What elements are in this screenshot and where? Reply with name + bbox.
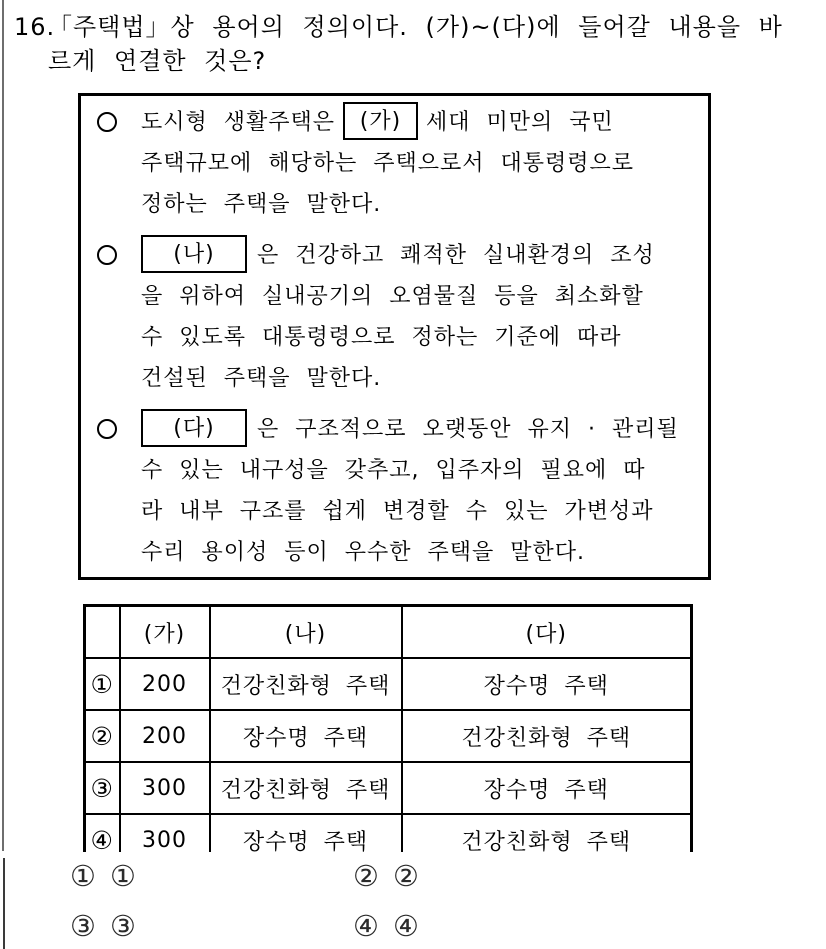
definition-item xyxy=(81,409,708,573)
definition-text-line: 정하는 주택을 말한다. xyxy=(141,192,382,217)
definition-text-line: 주택규모에 해당하는 주택으로서 대통령령으로 xyxy=(141,151,635,176)
column-divider-line xyxy=(3,858,5,949)
table-row xyxy=(85,658,692,710)
row-number-cell: ③ xyxy=(85,762,120,814)
table-header-cell: (다) xyxy=(402,606,692,659)
choices-table-wrap xyxy=(83,604,695,852)
ga-value-cell: 200 xyxy=(120,658,210,710)
definition-text: 은 구조적으로 오랫동안 유지 · 관리될 xyxy=(257,417,679,442)
ga-value-cell: 200 xyxy=(120,710,210,762)
option-label: ① xyxy=(110,859,136,893)
question-line: 르게 연결한 것은? xyxy=(48,47,267,75)
answer-option-2[interactable] xyxy=(353,858,573,894)
option-marker-icon: ③ xyxy=(70,909,96,943)
definition-text-line: 을 위하여 실내공기의 오염물질 등을 최소화할 xyxy=(141,284,644,309)
choices-table xyxy=(83,604,693,852)
table-header-cell: (가) xyxy=(120,606,210,659)
column-divider-line xyxy=(2,0,4,851)
option-marker-icon: ① xyxy=(70,859,96,893)
blank-label-box: (가) xyxy=(343,102,418,140)
answer-option-4[interactable] xyxy=(353,908,573,944)
option-label: ③ xyxy=(110,909,136,943)
option-label: ④ xyxy=(393,909,419,943)
definition-item xyxy=(81,102,708,225)
na-value-cell: 건강친화형 주택 xyxy=(210,658,402,710)
definition-item xyxy=(81,235,708,399)
na-value-cell: 장수명 주택 xyxy=(210,814,402,852)
table-header-cell: (나) xyxy=(210,606,402,659)
ga-value-cell: 300 xyxy=(120,814,210,852)
blank-label-box: (나) xyxy=(141,235,247,273)
answer-option-3[interactable] xyxy=(70,908,353,944)
row-number-cell: ① xyxy=(85,658,120,710)
table-row xyxy=(85,710,692,762)
da-value-cell: 장수명 주택 xyxy=(402,658,692,710)
circle-bullet-icon xyxy=(97,245,117,265)
definition-text-line: 라 내부 구조를 쉽게 변경할 수 있는 가변성과 xyxy=(141,499,654,524)
ga-value-cell: 300 xyxy=(120,762,210,814)
da-value-cell: 건강친화형 주택 xyxy=(402,814,692,852)
definition-text-line: 수리 용이성 등이 우수한 주택을 말한다. xyxy=(141,540,585,565)
definition-text: 은 건강하고 쾌적한 실내환경의 조성 xyxy=(257,243,655,268)
question-line: 「주택법」상 용어의 정의이다. (가)~(다)에 들어갈 내용을 바 xyxy=(48,13,783,41)
question-text xyxy=(48,10,783,78)
row-number-cell: ② xyxy=(85,710,120,762)
da-value-cell: 장수명 주택 xyxy=(402,762,692,814)
definition-text: 도시형 생활주택은 xyxy=(141,110,336,135)
circle-bullet-icon xyxy=(97,419,117,439)
definition-text-line: 수 있는 내구성을 갖추고, 입주자의 필요에 따 xyxy=(141,458,646,483)
blank-label-box: (다) xyxy=(141,409,247,447)
answer-options xyxy=(70,858,573,944)
circle-bullet-icon xyxy=(97,112,117,132)
table-row xyxy=(85,762,692,814)
definitions-box xyxy=(78,93,711,580)
table-body xyxy=(85,658,692,852)
question-number: 16. xyxy=(14,13,56,41)
table-header-cell xyxy=(85,606,120,659)
answer-option-1[interactable] xyxy=(70,858,353,894)
definition-text-line: 수 있도록 대통령령으로 정하는 기준에 따라 xyxy=(141,325,622,350)
question-block xyxy=(14,10,783,78)
na-value-cell: 건강친화형 주택 xyxy=(210,762,402,814)
option-marker-icon: ② xyxy=(353,859,379,893)
definition-text-line: 건설된 주택을 말한다. xyxy=(141,366,382,391)
definition-text: 세대 미만의 국민 xyxy=(426,110,614,135)
da-value-cell: 건강친화형 주택 xyxy=(402,710,692,762)
table-row xyxy=(85,814,692,852)
table-header-row xyxy=(85,606,692,659)
row-number-cell: ④ xyxy=(85,814,120,852)
option-marker-icon: ④ xyxy=(353,909,379,943)
option-label: ② xyxy=(393,859,419,893)
na-value-cell: 장수명 주택 xyxy=(210,710,402,762)
